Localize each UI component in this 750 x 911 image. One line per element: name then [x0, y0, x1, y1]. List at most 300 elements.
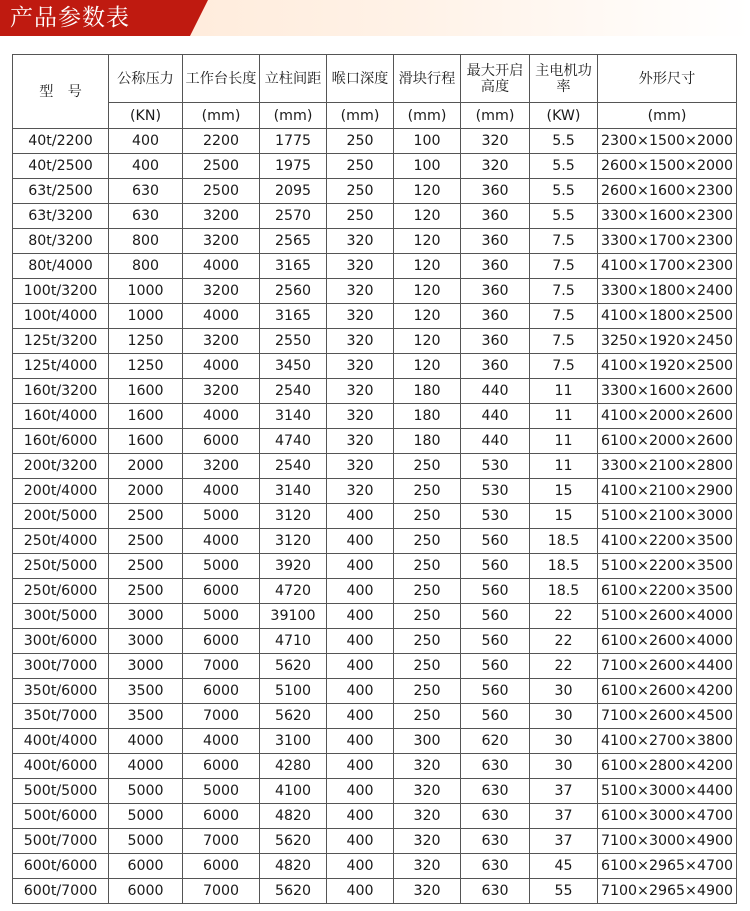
cell-slide-stroke: 250: [394, 554, 461, 579]
cell-max-open-height: 630: [461, 879, 530, 904]
cell-nominal-pressure: 5000: [109, 804, 183, 829]
cell-table-length: 6000: [183, 854, 260, 879]
cell-nominal-pressure: 6000: [109, 879, 183, 904]
cell-model: 300t/6000: [13, 629, 109, 654]
cell-table-length: 4000: [183, 404, 260, 429]
cell-throat-depth: 400: [327, 604, 394, 629]
cell-motor-power: 22: [530, 629, 598, 654]
cell-table-length: 6000: [183, 579, 260, 604]
cell-slide-stroke: 120: [394, 179, 461, 204]
cell-table-length: 3200: [183, 379, 260, 404]
cell-table-length: 5000: [183, 779, 260, 804]
cell-column-spacing: 4740: [260, 429, 327, 454]
header-max-open-height: 最大开启高度: [461, 55, 530, 103]
banner-title-tab: [0, 0, 190, 36]
cell-max-open-height: 530: [461, 479, 530, 504]
cell-motor-power: 55: [530, 879, 598, 904]
cell-motor-power: 5.5: [530, 129, 598, 154]
cell-dimensions: 5100×3000×4400: [598, 779, 737, 804]
cell-throat-depth: 320: [327, 429, 394, 454]
table-row: [13, 179, 737, 204]
cell-max-open-height: 440: [461, 379, 530, 404]
cell-max-open-height: 560: [461, 679, 530, 704]
cell-model: 63t/2500: [13, 179, 109, 204]
cell-dimensions: 4100×2100×2900: [598, 479, 737, 504]
cell-motor-power: 18.5: [530, 554, 598, 579]
cell-slide-stroke: 320: [394, 754, 461, 779]
cell-nominal-pressure: 800: [109, 254, 183, 279]
cell-slide-stroke: 250: [394, 604, 461, 629]
cell-model: 125t/4000: [13, 354, 109, 379]
cell-slide-stroke: 250: [394, 629, 461, 654]
cell-dimensions: 3300×1600×2300: [598, 204, 737, 229]
cell-throat-depth: 320: [327, 404, 394, 429]
table-row: [13, 329, 737, 354]
cell-model: 500t/5000: [13, 779, 109, 804]
cell-motor-power: 7.5: [530, 304, 598, 329]
cell-motor-power: 7.5: [530, 279, 598, 304]
cell-max-open-height: 530: [461, 504, 530, 529]
cell-column-spacing: 4820: [260, 804, 327, 829]
table-row: [13, 379, 737, 404]
cell-column-spacing: 1975: [260, 154, 327, 179]
cell-table-length: 4000: [183, 304, 260, 329]
cell-dimensions: 5100×2100×3000: [598, 504, 737, 529]
cell-nominal-pressure: 2000: [109, 454, 183, 479]
cell-nominal-pressure: 630: [109, 179, 183, 204]
cell-max-open-height: 530: [461, 454, 530, 479]
cell-table-length: 6000: [183, 754, 260, 779]
cell-motor-power: 22: [530, 604, 598, 629]
cell-motor-power: 11: [530, 454, 598, 479]
product-spec-table: [12, 54, 737, 904]
cell-nominal-pressure: 630: [109, 204, 183, 229]
cell-model: 600t/6000: [13, 854, 109, 879]
table-row: [13, 279, 737, 304]
cell-dimensions: 7100×2600×4500: [598, 704, 737, 729]
cell-table-length: 3200: [183, 204, 260, 229]
cell-max-open-height: 620: [461, 729, 530, 754]
cell-max-open-height: 360: [461, 229, 530, 254]
cell-nominal-pressure: 800: [109, 229, 183, 254]
cell-column-spacing: 4710: [260, 629, 327, 654]
cell-nominal-pressure: 2500: [109, 529, 183, 554]
cell-table-length: 5000: [183, 554, 260, 579]
cell-nominal-pressure: 3000: [109, 629, 183, 654]
cell-column-spacing: 2565: [260, 229, 327, 254]
cell-slide-stroke: 100: [394, 129, 461, 154]
cell-throat-depth: 400: [327, 654, 394, 679]
cell-model: 500t/7000: [13, 829, 109, 854]
unit-cell: (mm): [461, 103, 530, 129]
cell-table-length: 6000: [183, 679, 260, 704]
cell-model: 400t/6000: [13, 754, 109, 779]
banner-title: 产品参数表: [10, 5, 130, 31]
table-row: [13, 554, 737, 579]
cell-model: 80t/3200: [13, 229, 109, 254]
cell-table-length: 6000: [183, 804, 260, 829]
cell-max-open-height: 360: [461, 254, 530, 279]
cell-slide-stroke: 120: [394, 204, 461, 229]
cell-slide-stroke: 120: [394, 304, 461, 329]
cell-column-spacing: 5620: [260, 654, 327, 679]
cell-model: 600t/7000: [13, 879, 109, 904]
cell-motor-power: 5.5: [530, 179, 598, 204]
cell-nominal-pressure: 1600: [109, 404, 183, 429]
cell-slide-stroke: 320: [394, 854, 461, 879]
cell-max-open-height: 320: [461, 154, 530, 179]
cell-max-open-height: 440: [461, 404, 530, 429]
cell-dimensions: 2600×1600×2300: [598, 179, 737, 204]
cell-motor-power: 18.5: [530, 529, 598, 554]
cell-nominal-pressure: 1000: [109, 279, 183, 304]
cell-dimensions: 4100×2000×2600: [598, 404, 737, 429]
unit-cell: (mm): [598, 103, 737, 129]
cell-max-open-height: 560: [461, 604, 530, 629]
cell-table-length: 2200: [183, 129, 260, 154]
cell-nominal-pressure: 400: [109, 129, 183, 154]
cell-nominal-pressure: 3000: [109, 604, 183, 629]
cell-slide-stroke: 180: [394, 379, 461, 404]
table-row: [13, 479, 737, 504]
table-row: [13, 704, 737, 729]
cell-motor-power: 15: [530, 479, 598, 504]
cell-slide-stroke: 120: [394, 254, 461, 279]
cell-slide-stroke: 120: [394, 229, 461, 254]
cell-throat-depth: 320: [327, 254, 394, 279]
cell-table-length: 4000: [183, 529, 260, 554]
cell-table-length: 3200: [183, 229, 260, 254]
table-row: [13, 729, 737, 754]
cell-model: 200t/3200: [13, 454, 109, 479]
cell-motor-power: 37: [530, 829, 598, 854]
cell-motor-power: 45: [530, 854, 598, 879]
cell-motor-power: 7.5: [530, 329, 598, 354]
cell-column-spacing: 3120: [260, 529, 327, 554]
table-row: [13, 529, 737, 554]
cell-nominal-pressure: 4000: [109, 754, 183, 779]
cell-dimensions: 7100×3000×4900: [598, 829, 737, 854]
cell-nominal-pressure: 2000: [109, 479, 183, 504]
cell-table-length: 3200: [183, 279, 260, 304]
cell-throat-depth: 400: [327, 704, 394, 729]
table-row: [13, 679, 737, 704]
cell-max-open-height: 630: [461, 854, 530, 879]
cell-throat-depth: 400: [327, 554, 394, 579]
header-column-spacing: 立柱间距: [260, 55, 327, 103]
cell-slide-stroke: 250: [394, 704, 461, 729]
cell-column-spacing: 4720: [260, 579, 327, 604]
cell-nominal-pressure: 3500: [109, 704, 183, 729]
table-row: [13, 654, 737, 679]
cell-nominal-pressure: 5000: [109, 779, 183, 804]
cell-table-length: 4000: [183, 354, 260, 379]
cell-column-spacing: 5620: [260, 879, 327, 904]
cell-motor-power: 37: [530, 804, 598, 829]
cell-slide-stroke: 250: [394, 454, 461, 479]
cell-throat-depth: 250: [327, 129, 394, 154]
cell-dimensions: 4100×2200×3500: [598, 529, 737, 554]
cell-max-open-height: 630: [461, 804, 530, 829]
cell-motor-power: 22: [530, 654, 598, 679]
cell-table-length: 6000: [183, 429, 260, 454]
cell-slide-stroke: 120: [394, 279, 461, 304]
cell-table-length: 4000: [183, 254, 260, 279]
header-model: 型 号: [13, 55, 109, 129]
cell-dimensions: 3300×2100×2800: [598, 454, 737, 479]
cell-model: 40t/2200: [13, 129, 109, 154]
cell-dimensions: 6100×2800×4200: [598, 754, 737, 779]
table-row: [13, 604, 737, 629]
cell-throat-depth: 250: [327, 179, 394, 204]
cell-column-spacing: 4100: [260, 779, 327, 804]
table-row: [13, 579, 737, 604]
cell-max-open-height: 360: [461, 279, 530, 304]
cell-column-spacing: 2540: [260, 454, 327, 479]
cell-model: 40t/2500: [13, 154, 109, 179]
table-row: [13, 254, 737, 279]
cell-column-spacing: 2560: [260, 279, 327, 304]
cell-throat-depth: 250: [327, 204, 394, 229]
cell-table-length: 5000: [183, 604, 260, 629]
unit-cell: (mm): [394, 103, 461, 129]
table-row: [13, 629, 737, 654]
cell-slide-stroke: 250: [394, 579, 461, 604]
cell-max-open-height: 360: [461, 179, 530, 204]
cell-dimensions: 6100×3000×4700: [598, 804, 737, 829]
cell-motor-power: 30: [530, 704, 598, 729]
cell-model: 63t/3200: [13, 204, 109, 229]
table-row: [13, 354, 737, 379]
table-body: [13, 129, 737, 904]
table-row: [13, 779, 737, 804]
cell-table-length: 3200: [183, 329, 260, 354]
cell-throat-depth: 250: [327, 154, 394, 179]
cell-nominal-pressure: 400: [109, 154, 183, 179]
cell-nominal-pressure: 3500: [109, 679, 183, 704]
cell-slide-stroke: 320: [394, 829, 461, 854]
cell-max-open-height: 320: [461, 129, 530, 154]
cell-column-spacing: 3100: [260, 729, 327, 754]
cell-motor-power: 11: [530, 404, 598, 429]
cell-slide-stroke: 320: [394, 879, 461, 904]
cell-nominal-pressure: 5000: [109, 829, 183, 854]
cell-table-length: 2500: [183, 154, 260, 179]
table-row: [13, 229, 737, 254]
cell-max-open-height: 560: [461, 654, 530, 679]
cell-column-spacing: 2570: [260, 204, 327, 229]
cell-max-open-height: 630: [461, 829, 530, 854]
cell-motor-power: 7.5: [530, 254, 598, 279]
cell-slide-stroke: 180: [394, 404, 461, 429]
cell-column-spacing: 2550: [260, 329, 327, 354]
cell-table-length: 7000: [183, 654, 260, 679]
cell-column-spacing: 2095: [260, 179, 327, 204]
header-slide-stroke: 滑块行程: [394, 55, 461, 103]
cell-slide-stroke: 180: [394, 429, 461, 454]
cell-max-open-height: 630: [461, 754, 530, 779]
cell-motor-power: 30: [530, 729, 598, 754]
table-row: [13, 804, 737, 829]
cell-motor-power: 11: [530, 379, 598, 404]
cell-max-open-height: 560: [461, 579, 530, 604]
cell-slide-stroke: 300: [394, 729, 461, 754]
cell-column-spacing: 39100: [260, 604, 327, 629]
cell-slide-stroke: 320: [394, 804, 461, 829]
cell-slide-stroke: 100: [394, 154, 461, 179]
cell-table-length: 7000: [183, 879, 260, 904]
cell-nominal-pressure: 1600: [109, 429, 183, 454]
cell-nominal-pressure: 3000: [109, 654, 183, 679]
cell-throat-depth: 320: [327, 279, 394, 304]
cell-throat-depth: 400: [327, 729, 394, 754]
cell-throat-depth: 400: [327, 529, 394, 554]
unit-cell: (mm): [327, 103, 394, 129]
cell-model: 350t/6000: [13, 679, 109, 704]
cell-max-open-height: 560: [461, 529, 530, 554]
cell-slide-stroke: 250: [394, 679, 461, 704]
cell-throat-depth: 400: [327, 754, 394, 779]
cell-column-spacing: 5620: [260, 704, 327, 729]
cell-table-length: 4000: [183, 479, 260, 504]
cell-dimensions: 2600×1500×2000: [598, 154, 737, 179]
cell-throat-depth: 400: [327, 504, 394, 529]
header-row: [13, 55, 737, 103]
cell-table-length: 3200: [183, 454, 260, 479]
cell-dimensions: 7100×2600×4400: [598, 654, 737, 679]
cell-throat-depth: 400: [327, 804, 394, 829]
cell-table-length: 7000: [183, 829, 260, 854]
header-motor-power: 主电机功率: [530, 55, 598, 103]
cell-nominal-pressure: 2500: [109, 554, 183, 579]
table-row: [13, 504, 737, 529]
cell-slide-stroke: 320: [394, 779, 461, 804]
cell-nominal-pressure: 1600: [109, 379, 183, 404]
table-row: [13, 404, 737, 429]
cell-nominal-pressure: 4000: [109, 729, 183, 754]
cell-slide-stroke: 250: [394, 504, 461, 529]
cell-model: 300t/5000: [13, 604, 109, 629]
cell-dimensions: 6100×2600×4000: [598, 629, 737, 654]
cell-dimensions: 5100×2200×3500: [598, 554, 737, 579]
cell-table-length: 7000: [183, 704, 260, 729]
table-row: [13, 204, 737, 229]
cell-motor-power: 11: [530, 429, 598, 454]
cell-dimensions: 4100×1700×2300: [598, 254, 737, 279]
cell-slide-stroke: 250: [394, 654, 461, 679]
cell-max-open-height: 360: [461, 304, 530, 329]
cell-dimensions: 3300×1800×2400: [598, 279, 737, 304]
cell-throat-depth: 320: [327, 354, 394, 379]
cell-throat-depth: 320: [327, 479, 394, 504]
cell-throat-depth: 320: [327, 454, 394, 479]
cell-slide-stroke: 120: [394, 354, 461, 379]
cell-max-open-height: 630: [461, 779, 530, 804]
cell-nominal-pressure: 1000: [109, 304, 183, 329]
cell-max-open-height: 360: [461, 329, 530, 354]
table-row: [13, 304, 737, 329]
cell-model: 160t/6000: [13, 429, 109, 454]
cell-dimensions: 2300×1500×2000: [598, 129, 737, 154]
cell-dimensions: 7100×2965×4900: [598, 879, 737, 904]
cell-max-open-height: 360: [461, 204, 530, 229]
table-row: [13, 454, 737, 479]
cell-model: 100t/4000: [13, 304, 109, 329]
cell-throat-depth: 400: [327, 579, 394, 604]
header-dimensions: 外形尺寸: [598, 55, 737, 103]
cell-max-open-height: 560: [461, 554, 530, 579]
cell-dimensions: 3300×1700×2300: [598, 229, 737, 254]
cell-column-spacing: 1775: [260, 129, 327, 154]
table-row: [13, 154, 737, 179]
table-row: [13, 829, 737, 854]
cell-dimensions: 6100×2965×4700: [598, 854, 737, 879]
cell-column-spacing: 3140: [260, 404, 327, 429]
cell-dimensions: 5100×2600×4000: [598, 604, 737, 629]
cell-model: 160t/4000: [13, 404, 109, 429]
cell-model: 80t/4000: [13, 254, 109, 279]
section-banner: [0, 0, 750, 36]
cell-motor-power: 5.5: [530, 204, 598, 229]
cell-throat-depth: 400: [327, 854, 394, 879]
table-row: [13, 754, 737, 779]
cell-model: 200t/5000: [13, 504, 109, 529]
table-row: [13, 129, 737, 154]
cell-throat-depth: 400: [327, 679, 394, 704]
cell-dimensions: 4100×1920×2500: [598, 354, 737, 379]
unit-cell: (KW): [530, 103, 598, 129]
cell-column-spacing: 3920: [260, 554, 327, 579]
cell-slide-stroke: 250: [394, 479, 461, 504]
cell-max-open-height: 560: [461, 704, 530, 729]
cell-table-length: 6000: [183, 629, 260, 654]
cell-max-open-height: 560: [461, 629, 530, 654]
cell-motor-power: 7.5: [530, 354, 598, 379]
cell-model: 400t/4000: [13, 729, 109, 754]
cell-column-spacing: 3165: [260, 304, 327, 329]
cell-column-spacing: 4820: [260, 854, 327, 879]
cell-slide-stroke: 120: [394, 329, 461, 354]
cell-column-spacing: 3165: [260, 254, 327, 279]
unit-cell: (mm): [260, 103, 327, 129]
header-table-length: 工作台长度: [183, 55, 260, 103]
table-row: [13, 879, 737, 904]
cell-throat-depth: 400: [327, 879, 394, 904]
cell-motor-power: 15: [530, 504, 598, 529]
cell-throat-depth: 400: [327, 829, 394, 854]
cell-dimensions: 4100×1800×2500: [598, 304, 737, 329]
cell-model: 100t/3200: [13, 279, 109, 304]
cell-throat-depth: 320: [327, 329, 394, 354]
cell-model: 500t/6000: [13, 804, 109, 829]
unit-cell: (mm): [183, 103, 260, 129]
cell-dimensions: 3250×1920×2450: [598, 329, 737, 354]
cell-throat-depth: 320: [327, 304, 394, 329]
header-throat-depth: 喉口深度: [327, 55, 394, 103]
cell-table-length: 2500: [183, 179, 260, 204]
cell-motor-power: 5.5: [530, 154, 598, 179]
header-nominal-pressure: 公称压力: [109, 55, 183, 103]
cell-nominal-pressure: 6000: [109, 854, 183, 879]
unit-row: [13, 103, 737, 129]
cell-model: 250t/6000: [13, 579, 109, 604]
cell-slide-stroke: 250: [394, 529, 461, 554]
cell-dimensions: 3300×1600×2600: [598, 379, 737, 404]
cell-dimensions: 4100×2700×3800: [598, 729, 737, 754]
cell-column-spacing: 4280: [260, 754, 327, 779]
cell-max-open-height: 440: [461, 429, 530, 454]
table-row: [13, 854, 737, 879]
